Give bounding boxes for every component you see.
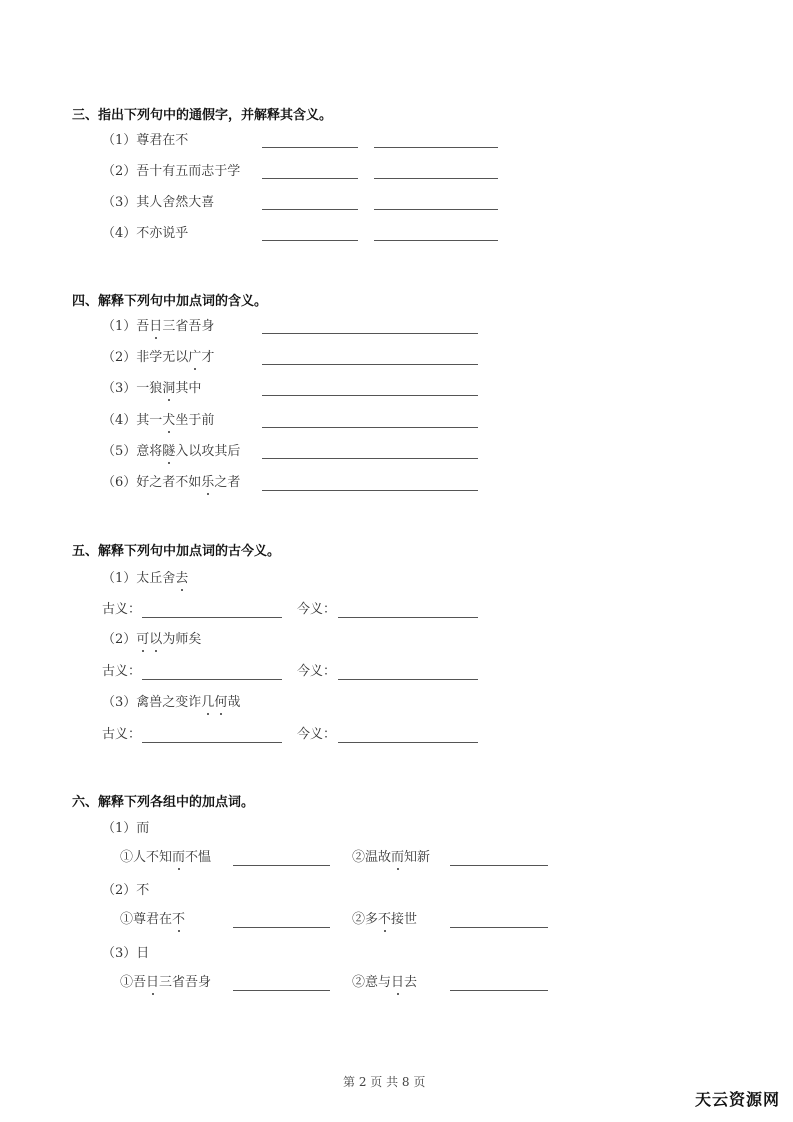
dotted-word: 以 (149, 632, 163, 647)
item-number: （2） (102, 350, 137, 365)
dotted-word: 日 (146, 975, 160, 990)
section-6-title: 六、解释下列各组中的加点词。 (72, 795, 255, 810)
dotted-word: 可 (136, 632, 150, 647)
item-text: 不亦说乎 (136, 226, 189, 241)
item-text: 吾 (136, 319, 150, 334)
dotted-word: 广 (188, 350, 202, 365)
item-text: 人不知 (133, 850, 173, 865)
answer-line[interactable] (233, 865, 330, 866)
group-word: 不 (136, 883, 150, 898)
s6-g2-a (120, 912, 185, 928)
dotted-word: 去 (175, 571, 189, 586)
section-5-title: 五、解释下列句中加点词的古今义。 (72, 544, 281, 559)
s5-item-2 (102, 632, 201, 648)
item-text: 尊君在 (133, 912, 173, 927)
item-text: 入以攻其后 (175, 444, 241, 459)
item-text: 不愠 (185, 850, 212, 865)
item-number: （1） (102, 571, 137, 586)
answer-line[interactable] (233, 990, 330, 991)
answer-line[interactable] (262, 427, 478, 428)
item-text: 好之者不如 (136, 475, 202, 490)
circled-number: ① (120, 912, 134, 927)
item-text: 吾 (133, 975, 147, 990)
answer-line[interactable] (450, 865, 548, 866)
item-text: 知新 (404, 850, 431, 865)
dotted-word: 不 (172, 912, 186, 927)
item-text: 意与 (365, 975, 392, 990)
modern-meaning-line[interactable] (338, 679, 478, 680)
item-text: 其中 (175, 381, 202, 396)
item-text: 三省吾身 (162, 319, 215, 334)
item-text: 之者 (214, 475, 241, 490)
dotted-word: 几 (201, 695, 215, 710)
answer-line[interactable] (262, 333, 478, 334)
s4-item-5 (102, 444, 240, 460)
answer-line-char[interactable] (262, 209, 358, 210)
item-number: （1） (102, 133, 137, 148)
dotted-word: 日 (149, 319, 163, 334)
dotted-word: 隧 (162, 444, 176, 459)
s3-item-1 (102, 133, 188, 149)
item-number: （2） (102, 632, 137, 647)
watermark-logo: 天云资源网 (695, 1090, 781, 1109)
group-word: 日 (136, 946, 150, 961)
item-number: （3） (102, 195, 137, 210)
s6-group-3 (102, 946, 149, 962)
modern-meaning-line[interactable] (338, 617, 478, 618)
item-number: （1） (102, 319, 137, 334)
dotted-word: 而 (391, 850, 405, 865)
circled-number: ② (352, 850, 366, 865)
circled-number: ② (352, 975, 366, 990)
s6-group-1 (102, 821, 149, 837)
dotted-word: 日 (391, 975, 405, 990)
dotted-word: 而 (172, 850, 186, 865)
s6-g2-b (352, 912, 417, 928)
item-number: （2） (102, 164, 137, 179)
circled-number: ② (352, 912, 366, 927)
item-number: （3） (102, 381, 137, 396)
item-text: 禽兽之变诈 (136, 695, 202, 710)
s4-item-3 (102, 381, 201, 397)
circled-number: ① (120, 975, 134, 990)
item-text: 一狼 (136, 381, 163, 396)
s4-item-6 (102, 475, 240, 491)
dotted-word: 洞 (162, 381, 176, 396)
section-4-title: 四、解释下列句中加点词的含义。 (72, 294, 268, 309)
ancient-meaning-line[interactable] (142, 742, 282, 743)
ancient-meaning-label: 古义： (102, 727, 142, 742)
circled-number: ① (120, 850, 134, 865)
item-text: 尊君在不 (136, 133, 189, 148)
answer-line-char[interactable] (262, 178, 358, 179)
ancient-meaning-line[interactable] (142, 617, 282, 618)
modern-meaning-label: 今义： (297, 602, 337, 617)
item-text: 接世 (391, 912, 418, 927)
item-text: 三省吾身 (159, 975, 212, 990)
s3-item-2 (102, 164, 240, 180)
item-text: 意将 (136, 444, 163, 459)
dotted-word: 犬 (162, 413, 176, 428)
item-text: 吾十有五而志于学 (136, 164, 241, 179)
s6-g3-b (352, 975, 417, 991)
answer-line-meaning[interactable] (374, 209, 498, 210)
item-number: （1） (102, 821, 137, 836)
dotted-word: 不 (378, 912, 392, 927)
ancient-meaning-label: 古义： (102, 664, 142, 679)
item-text: 去 (404, 975, 418, 990)
item-text: 才 (201, 350, 215, 365)
ancient-meaning-label: 古义： (102, 602, 142, 617)
s6-g1-b (352, 850, 430, 866)
item-text: 太丘舍 (136, 571, 176, 586)
s6-group-2 (102, 883, 149, 899)
group-word: 而 (136, 821, 150, 836)
ancient-meaning-line[interactable] (142, 679, 282, 680)
s6-g3-a (120, 975, 211, 991)
s4-item-1 (102, 319, 214, 335)
item-text: 非学无以 (136, 350, 189, 365)
item-number: （3） (102, 946, 137, 961)
item-text: 其一 (136, 413, 163, 428)
dotted-word: 乐 (201, 475, 215, 490)
item-text: 为师矣 (162, 632, 202, 647)
answer-line[interactable] (450, 990, 548, 991)
answer-line-char[interactable] (262, 147, 358, 148)
answer-line-char[interactable] (262, 240, 358, 241)
s6-g1-a (120, 850, 211, 866)
answer-line-meaning[interactable] (374, 178, 498, 179)
s5-item-1 (102, 571, 188, 587)
answer-line[interactable] (262, 458, 478, 459)
item-text: 多 (365, 912, 379, 927)
s4-item-2 (102, 350, 214, 366)
answer-line[interactable] (262, 490, 478, 491)
item-text: 温故 (365, 850, 392, 865)
item-text: 哉 (227, 695, 241, 710)
modern-meaning-label: 今义： (297, 664, 337, 679)
item-number: （4） (102, 413, 137, 428)
dotted-word: 何 (214, 695, 228, 710)
modern-meaning-line[interactable] (338, 742, 478, 743)
answer-line-meaning[interactable] (374, 147, 498, 148)
page-number: 第 2 页 共 8 页 (343, 1075, 426, 1089)
item-number: （3） (102, 695, 137, 710)
s5-item-3 (102, 695, 240, 711)
answer-line[interactable] (450, 927, 548, 928)
s3-item-4 (102, 226, 188, 242)
item-text: 其人舍然大喜 (136, 195, 215, 210)
item-number: （4） (102, 226, 137, 241)
item-number: （2） (102, 883, 137, 898)
item-text: 坐于前 (175, 413, 215, 428)
s3-item-3 (102, 195, 214, 211)
answer-line-meaning[interactable] (374, 240, 498, 241)
section-3-title: 三、指出下列句中的通假字，并解释其含义。 (72, 108, 333, 123)
item-number: （6） (102, 475, 137, 490)
item-number: （5） (102, 444, 137, 459)
answer-line[interactable] (262, 395, 478, 396)
modern-meaning-label: 今义： (297, 727, 337, 742)
answer-line[interactable] (262, 364, 478, 365)
answer-line[interactable] (233, 927, 330, 928)
s4-item-4 (102, 413, 214, 429)
